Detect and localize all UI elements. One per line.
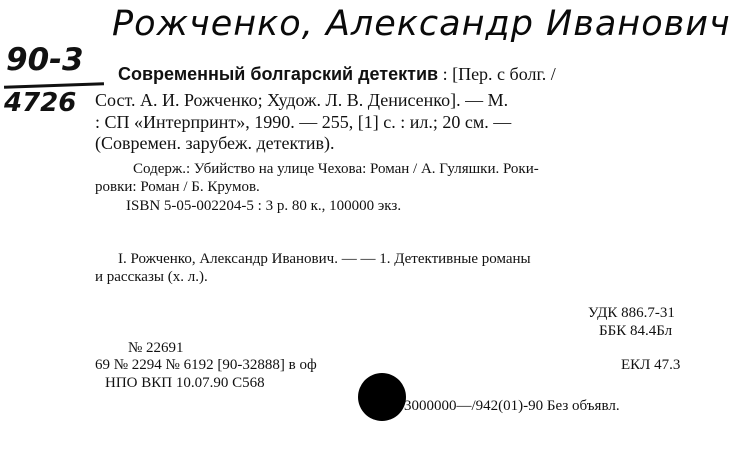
udk-code: УДК 886.7-31 — [588, 305, 675, 321]
ink-blot — [358, 373, 406, 421]
npo-line: НПО ВКП 10.07.90 С568 — [105, 375, 265, 391]
entry-line-2: Сост. А. И. Рожченко; Худож. Л. В. Денисенко]. — М. — [95, 90, 509, 110]
tracing-line-2: и рассказы (х. л.). — [95, 269, 208, 285]
bottom-code: 3000000—/942(01)-90 Без объявл. — [404, 398, 620, 414]
print-order: 69 № 2294 № 6192 [90-32888] в оф — [95, 357, 317, 373]
entry-line-1-rest: : [Пер. с болг. / — [442, 64, 556, 84]
bbk-code: ББК 84.4Бл — [599, 323, 673, 339]
contents-line-2: ровки: Роман / Б. Крумов. — [95, 179, 260, 195]
book-title: Современный болгарский детектив — [118, 64, 439, 84]
shelf-mark-top: 90-3 — [6, 42, 84, 78]
entry-line-3: : СП «Интерпринт», 1990. — 255, [1] с. : ил.; 20 см. — — [95, 112, 512, 132]
entry-line-1 — [118, 64, 556, 85]
card-number: № 22691 — [128, 340, 184, 356]
ekl-code: ЕКЛ 47.3 — [621, 357, 681, 373]
entry-line-4: (Современ. зарубеж. детектив). — [95, 133, 335, 153]
tracing-line-1: I. Рожченко, Александр Иванович. — — 1. Детективные романы — [118, 251, 531, 267]
contents-line-1: Содерж.: Убийство на улице Чехова: Роман / А. Гуляшки. Роки- — [133, 161, 539, 177]
shelf-mark-bottom: 4726 — [4, 88, 77, 118]
isbn-line: ISBN 5-05-002204-5 : 3 р. 80 к., 100000 экз. — [126, 198, 402, 214]
handwritten-author: Рожченко, Александр Иванович — [112, 4, 731, 44]
